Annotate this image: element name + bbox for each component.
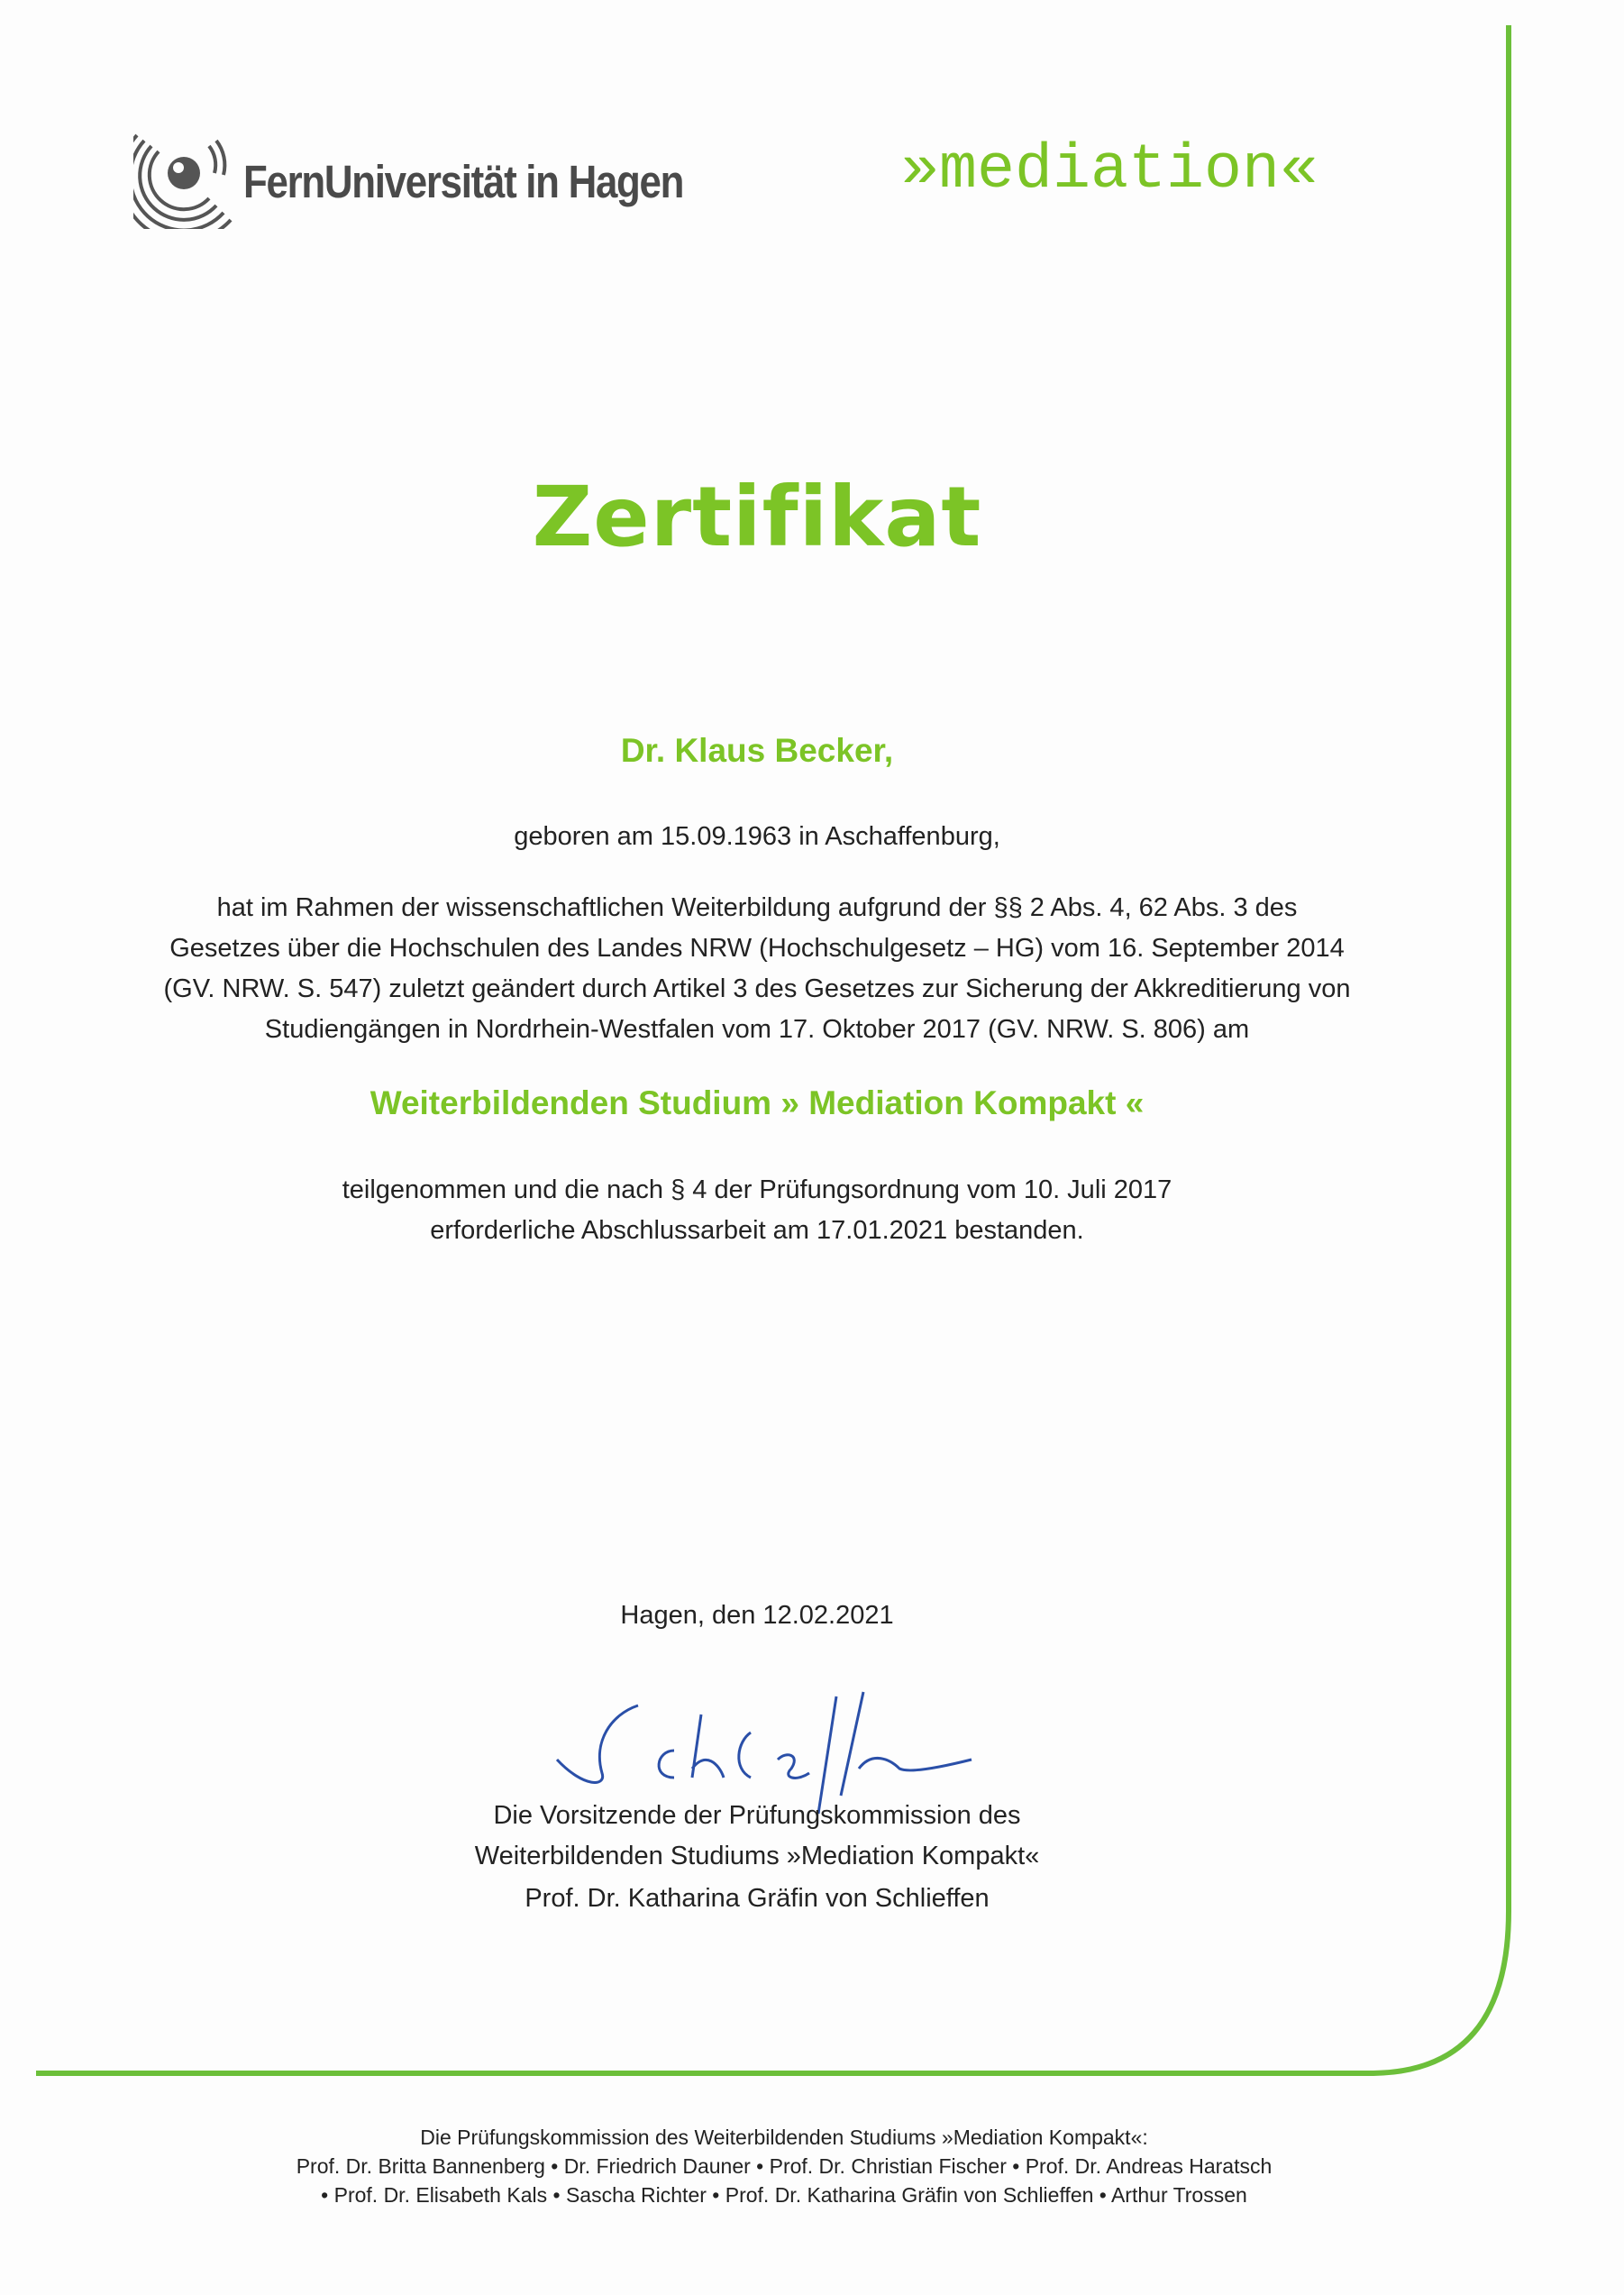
birth-line: geboren am 15.09.1963 in Aschaffenburg, (514, 822, 1000, 851)
legal-basis-line: hat im Rahmen der wissenschaftlichen Weiterbildung aufgrund der §§ 2 Abs. 4, 62 Abs. 3 des (216, 893, 1298, 922)
footer-line: Die Prüfungskommission des Weiterbildenden Studiums »Mediation Kompakt«: (420, 2126, 1148, 2149)
passed-line: erforderliche Abschlussarbeit am 17.01.2021 bestanden. (430, 1216, 1084, 1245)
footer-line: • Prof. Dr. Elisabeth Kals • Sascha Richter • Prof. Dr. Katharina Gräfin von Schlieffen • Arthur Trossen (321, 2183, 1247, 2207)
chair-title-line: Weiterbildenden Studiums »Mediation Kompakt« (474, 1842, 1040, 1870)
place-date: Hagen, den 12.02.2021 (620, 1601, 894, 1630)
recipient-name: Dr. Klaus Becker, (620, 732, 894, 769)
passed-paragraph (153, 1170, 1361, 1251)
legal-basis-line: Gesetzes über die Hochschulen des Landes NRW (Hochschulgesetz – HG) vom 16. September 2014 (169, 934, 1345, 963)
chair-title-line: Die Vorsitzende der Prüfungskommission des (493, 1801, 1021, 1830)
university-name: FernUniversität in Hagen (243, 155, 684, 207)
examination-board-footer (180, 2123, 1388, 2209)
footer-line: Prof. Dr. Britta Bannenberg • Dr. Friedrich Dauner • Prof. Dr. Christian Fischer • Prof. Dr. Andreas Haratsch (296, 2154, 1273, 2178)
legal-basis-paragraph (153, 888, 1361, 1050)
chair-name: Prof. Dr. Katharina Gräfin von Schlieffen (525, 1884, 990, 1913)
certificate-title: Zertifikat (532, 469, 982, 565)
legal-basis-line: (GV. NRW. S. 547) zuletzt geändert durch Artikel 3 des Gesetzes zur Sicherung der Akkreditierung von (163, 974, 1351, 1003)
university-logo-icon (133, 133, 233, 229)
course-name: Weiterbildenden Studium » Mediation Kompakt « (370, 1084, 1145, 1121)
chair-title (153, 1796, 1361, 1877)
legal-basis-line: Studiengängen in Nordrhein-Westfalen vom 17. Oktober 2017 (GV. NRW. S. 806) am (264, 1015, 1250, 1044)
passed-line: teilgenommen und die nach § 4 der Prüfungsordnung vom 10. Juli 2017 (342, 1175, 1172, 1204)
university-logo (133, 133, 755, 229)
program-brand: »mediation« (901, 135, 1318, 206)
